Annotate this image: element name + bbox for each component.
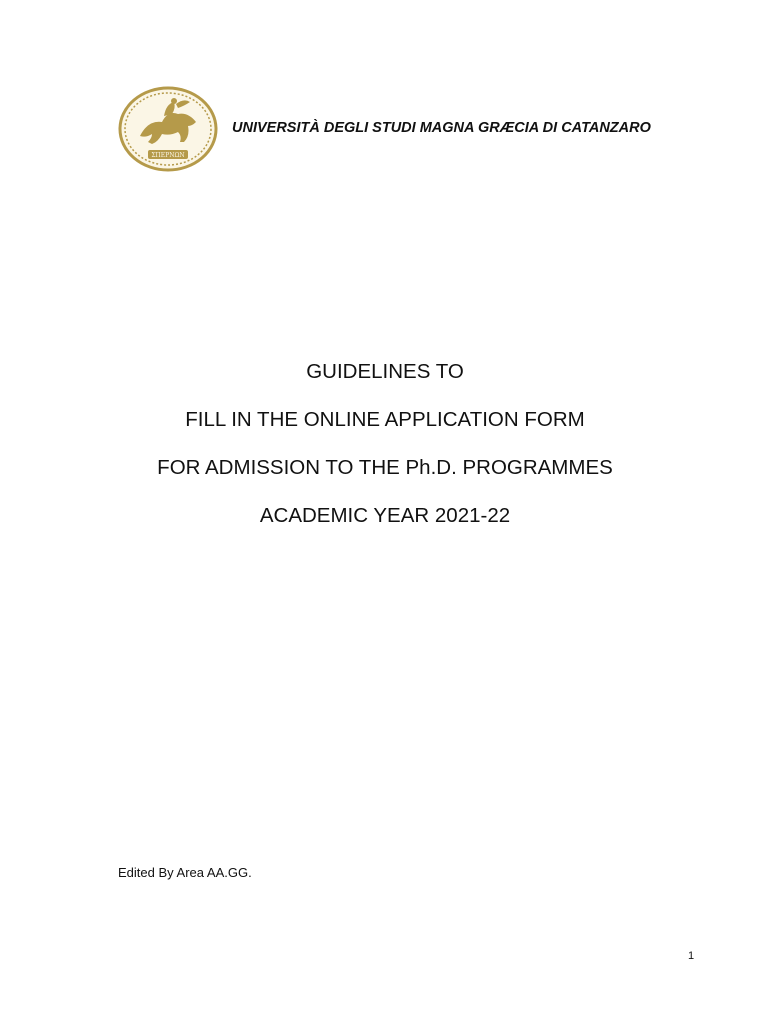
page-number: 1 — [688, 950, 695, 962]
university-name: UNIVERSITÀ DEGLI STUDI MAGNA GRÆCIA DI CATANZARO — [232, 120, 651, 136]
seal-inscription: ΣΠΕΡΝΩΝ — [151, 152, 185, 159]
title-line-3: FOR ADMISSION TO THE Ph.D. PROGRAMMES — [157, 456, 613, 479]
title-line-4: ACADEMIC YEAR 2021-22 — [259, 504, 511, 527]
title-line-1: GUIDELINES TO — [306, 360, 464, 383]
title-line-2: FILL IN THE ONLINE APPLICATION FORM — [185, 408, 585, 431]
university-seal-icon — [118, 86, 218, 172]
edited-by-note: Edited By Area AA.GG. — [118, 865, 252, 880]
document-title — [0, 360, 770, 552]
